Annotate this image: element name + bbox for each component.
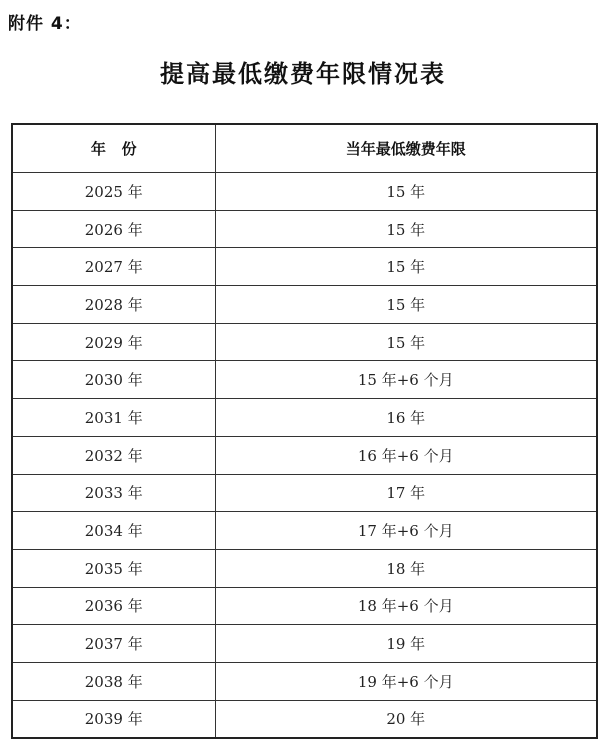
table-row (12, 248, 597, 286)
header-year: 年 份 (12, 124, 215, 173)
year-cell: 2039 年 (12, 700, 215, 738)
min-years-cell: 19 年+6 个月 (215, 662, 597, 700)
year-cell: 2038 年 (12, 662, 215, 700)
year-cell: 2032 年 (12, 436, 215, 474)
table-row (12, 512, 597, 550)
table-row (12, 474, 597, 512)
year-cell: 2029 年 (12, 323, 215, 361)
year-cell: 2037 年 (12, 625, 215, 663)
min-years-cell: 18 年+6 个月 (215, 587, 597, 625)
table-row (12, 625, 597, 663)
table-row (12, 323, 597, 361)
min-years-cell: 18 年 (215, 549, 597, 587)
year-cell: 2026 年 (12, 210, 215, 248)
table-row (12, 210, 597, 248)
min-years-cell: 15 年+6 个月 (215, 361, 597, 399)
year-cell: 2034 年 (12, 512, 215, 550)
min-years-cell: 15 年 (215, 248, 597, 286)
table-row (12, 173, 597, 211)
table-row (12, 700, 597, 738)
contribution-years-table (11, 123, 598, 739)
min-years-cell: 15 年 (215, 323, 597, 361)
year-cell: 2028 年 (12, 286, 215, 324)
min-years-cell: 16 年+6 个月 (215, 436, 597, 474)
year-cell: 2027 年 (12, 248, 215, 286)
table-row (12, 286, 597, 324)
attachment-label: 附件 4： (8, 14, 82, 34)
table-row (12, 662, 597, 700)
table-row (12, 361, 597, 399)
min-years-cell: 15 年 (215, 210, 597, 248)
year-cell: 2033 年 (12, 474, 215, 512)
min-years-cell: 20 年 (215, 700, 597, 738)
page-title: 提高最低缴费年限情况表 (160, 59, 446, 88)
table-row (12, 436, 597, 474)
min-years-cell: 15 年 (215, 173, 597, 211)
min-years-cell: 15 年 (215, 286, 597, 324)
year-cell: 2036 年 (12, 587, 215, 625)
min-years-cell: 19 年 (215, 625, 597, 663)
table-row (12, 549, 597, 587)
year-cell: 2035 年 (12, 549, 215, 587)
min-years-cell: 17 年 (215, 474, 597, 512)
year-cell: 2030 年 (12, 361, 215, 399)
min-years-cell: 16 年 (215, 399, 597, 437)
table-row (12, 399, 597, 437)
header-min-years: 当年最低缴费年限 (215, 124, 597, 173)
table-header-row (12, 124, 597, 173)
year-cell: 2025 年 (12, 173, 215, 211)
min-years-cell: 17 年+6 个月 (215, 512, 597, 550)
year-cell: 2031 年 (12, 399, 215, 437)
table-row (12, 587, 597, 625)
